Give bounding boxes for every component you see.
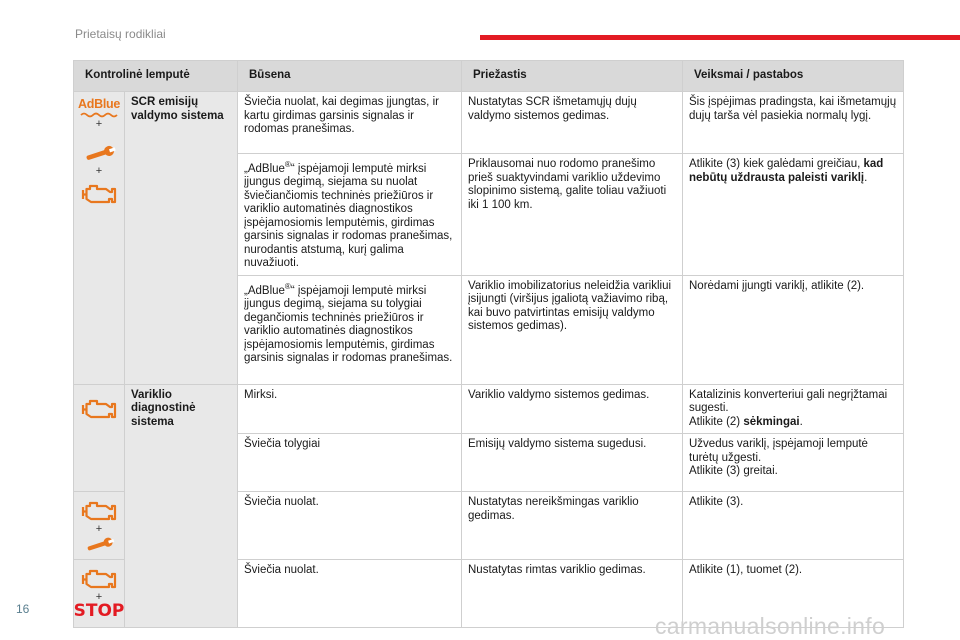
plus-sign: + — [95, 164, 103, 177]
engine-icon — [81, 499, 117, 523]
warning-lamp-table — [73, 60, 904, 628]
state-cell: Šviečia tolygiai — [238, 434, 462, 492]
plus-sign: + — [95, 523, 103, 536]
wrench-icon — [82, 535, 116, 555]
state-cell: Šviečia nuolat. — [238, 560, 462, 628]
engine-stop-icons-cell — [74, 560, 125, 628]
wrench-icon — [82, 143, 116, 165]
state-cell: Šviečia nuolat, kai degimas įjungtas, ir kartu girdimas garsinis signalas ir rodomas pranešimas. — [238, 92, 462, 154]
stop-icon: STOP — [73, 601, 125, 622]
action-cell: Užvedus variklį, įspėjamoji lemputė turėtų užgesti. Atlikite (3) greitai. — [683, 434, 904, 492]
action-cell: Katalizinis konverteriui gali negrįžtamai sugesti. Atlikite (2) sėkmingai. — [683, 384, 904, 434]
engine-icon — [81, 567, 117, 591]
plus-sign: + — [95, 591, 103, 604]
cause-cell: Nustatytas SCR išmetamųjų dujų valdymo sistemos gedimas. — [462, 92, 683, 154]
engine-icon — [81, 182, 117, 206]
table-row — [74, 92, 904, 154]
scr-icons-cell — [74, 92, 125, 385]
table-header-row — [74, 61, 904, 92]
cause-cell: Variklio valdymo sistemos gedimas. — [462, 384, 683, 434]
header-actions: Veiksmai / pastabos — [683, 61, 904, 92]
cause-cell: Variklio imobilizatorius neleidžia varikliui įsijungti (viršijus įgaliotą važiavimo ribą, kai buvo patvirtintas emisijų valdymo sistemos gedimas). — [462, 275, 683, 384]
scr-system-label: SCR emisijų valdymo sistema — [125, 92, 238, 385]
state-cell: „AdBlue®“ įspėjamoji lemputė mirksi įjungus degimą, siejama su nuolat šviečiančiomis techninės priežiūros ir variklio automatinės diagnostikos įspėjamosiomis lemputėmis, girdimas garsinis signalas ir rodomas pranešimas, nurodantis atstumą, kurį galima nuvažiuoti. — [238, 154, 462, 276]
state-cell: Šviečia nuolat. — [238, 492, 462, 560]
plus-sign: + — [95, 117, 103, 130]
cause-cell: Priklausomai nuo rodomo pranešimo prieš suaktyvindami variklio uždevimo slopinimo sistemą, galite toliau važiuoti iki 1 100 km. — [462, 154, 683, 276]
accent-bar — [480, 35, 960, 40]
section-title: Prietaisų rodikliai — [75, 27, 166, 41]
action-cell: Norėdami įjungti variklį, atlikite (2). — [683, 275, 904, 384]
action-cell: Atlikite (3). — [683, 492, 904, 560]
watermark: carmanualsonline.info — [655, 613, 886, 639]
adblue-icon: AdBlue — [78, 97, 120, 111]
action-cell: Atlikite (1), tuomet (2). — [683, 560, 904, 628]
state-cell: Mirksi. — [238, 384, 462, 434]
table-row — [74, 384, 904, 434]
page-number: 16 — [16, 602, 30, 616]
engine-system-label: Variklio diagnostinė sistema — [125, 384, 238, 628]
header-lamp: Kontrolinė lemputė — [74, 61, 238, 92]
cause-cell: Nustatytas nereikšmingas variklio gedimas. — [462, 492, 683, 560]
engine-icon — [81, 397, 117, 421]
cause-cell: Emisijų valdymo sistema sugedusi. — [462, 434, 683, 492]
action-cell: Atlikite (3) kiek galėdami greičiau, kad nebūtų uždrausta paleisti variklį. — [683, 154, 904, 276]
engine-icons-cell — [74, 384, 125, 492]
cause-cell: Nustatytas rimtas variklio gedimas. — [462, 560, 683, 628]
action-cell: Šis įspėjimas pradingsta, kai išmetamųjų dujų tarša vėl pasiekia normalų lygį. — [683, 92, 904, 154]
engine-wrench-icons-cell — [74, 492, 125, 560]
header-state: Būsena — [238, 61, 462, 92]
state-cell: „AdBlue®“ įspėjamoji lemputė mirksi įjungus degimą, siejama su tolygiai degančiomis techninės priežiūros ir variklio automatinės diagnostikos įspėjamosiomis lemputėmis, girdimas garsinis signalas ir rodomas pranešimas. — [238, 275, 462, 384]
header-cause: Priežastis — [462, 61, 683, 92]
